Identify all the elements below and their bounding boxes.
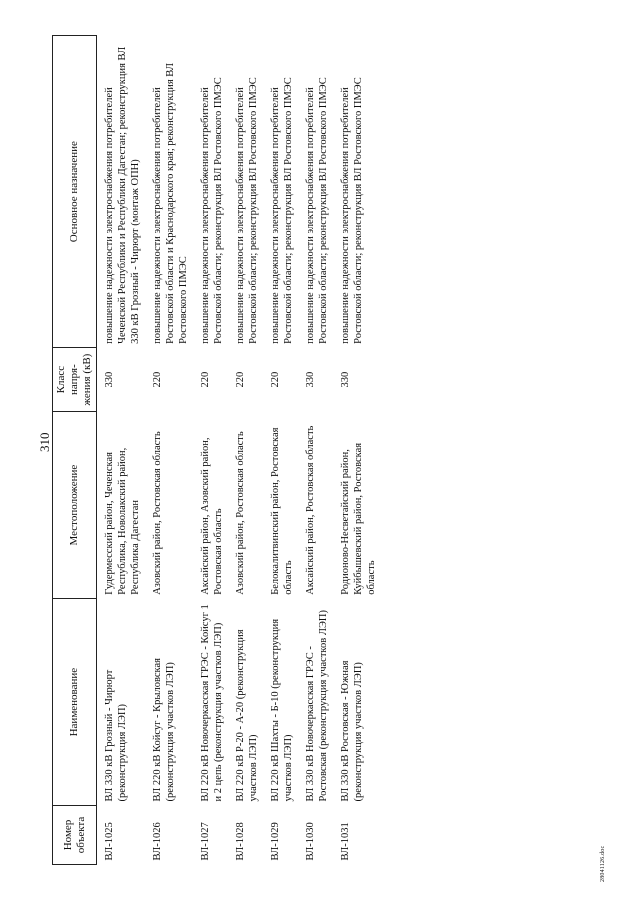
cell-voltage-class: 330 [340,371,351,388]
cell-number: ВЛ-1028 [235,822,246,861]
table-row [145,36,193,865]
cell-name: ВЛ 220 кВ Шахты - Б-10 (реконструкция участков ЛЭП) [270,618,294,802]
cell-number: ВЛ-1029 [270,822,281,861]
table-row [193,36,228,865]
cell-voltage-class: 330 [104,371,115,388]
cell-voltage-class: 220 [152,371,163,388]
cell-location: Родионово-Несветайский район, Куйбышевский район, Ростовская область [340,442,377,595]
table-row [97,36,146,865]
cell-voltage-class: 220 [200,371,211,388]
header-voltage-class: Класс напря-жения (кВ) [53,348,97,412]
cell-location: Аксайский район, Азовский район, Ростовская область [200,437,224,595]
table-row [228,36,263,865]
header-purpose: Основное назначение [53,36,97,348]
cell-location: Белокалитвинский район, Ростовская область [270,427,294,595]
table-header-row [53,36,97,865]
cell-location: Азовский район, Ростовская область [235,431,246,595]
table-row [263,36,298,865]
cell-number: ВЛ-1025 [104,822,115,861]
cell-location: Гудермесский район, Чеченская Республика, Новолакский район, Республика Дагестан [104,447,141,595]
cell-purpose: повышение надежности электроснабжения потребителей Ростовской области и Краснодарского края; реконструкция ВЛ Ростовского ПМЭС [152,62,189,344]
cell-name: ВЛ 220 кВ Новочеркасская ГРЭС - Койсуг 1 и 2 цепь (реконструкция участков ЛЭП) [200,604,224,802]
cell-name: ВЛ 220 кВ Р-20 - А-20 (реконструкция участков ЛЭП) [235,629,259,802]
header-number: Номер объекта [53,805,97,864]
cell-purpose: повышение надежности электроснабжения потребителей Ростовской области; реконструкция ВЛ Ростовского ПМЭС [235,77,259,344]
cell-name: ВЛ 330 кВ Грозный - Чирюрт (реконструкция ЛЭП) [104,669,128,802]
table-row [333,36,381,865]
cell-voltage-class: 330 [305,371,316,388]
footer-document-code: 28041126.doc [600,845,606,882]
cell-number: ВЛ-1031 [340,822,351,861]
rotated-table-container [52,35,590,865]
cell-location: Аксайский район, Ростовская область [305,425,316,595]
cell-name: ВЛ 330 кВ Ростовская - Южная (реконструкция участков ЛЭП) [340,660,364,802]
objects-table [52,35,381,865]
cell-voltage-class: 220 [270,371,281,388]
cell-purpose: повышение надежности электроснабжения потребителей Ростовской области; реконструкция ВЛ Ростовского ПМЭС [340,77,364,344]
cell-number: ВЛ-1030 [305,822,316,861]
header-name: Наименование [53,599,97,806]
cell-purpose: повышение надежности электроснабжения потребителей Ростовской области; реконструкция ВЛ Ростовского ПМЭС [200,77,224,344]
cell-purpose: повышение надежности электроснабжения потребителей Ростовской области; реконструкция ВЛ Ростовского ПМЭС [270,77,294,344]
cell-purpose: повышение надежности электроснабжения потребителей Ростовской области; реконструкция ВЛ Ростовского ПМЭС [305,77,329,344]
cell-name: ВЛ 220 кВ Койсуг - Крыловская (реконструкция участков ЛЭП) [152,658,176,802]
cell-number: ВЛ-1026 [152,822,163,861]
page-number: 310 [37,432,52,452]
cell-name: ВЛ 330 кВ Новочеркасская ГРЭС - Ростовская (реконструкция участков ЛЭП) [305,610,329,802]
table-row [298,36,333,865]
cell-purpose: повышение надежности электроснабжения потребителей Чеченской Республики и Республики Дагестан; реконструкция ВЛ 330 кВ Грозный - Чирюрт (монтаж ОПН) [104,46,141,344]
cell-voltage-class: 220 [235,371,246,388]
header-location: Местоположение [53,411,97,598]
cell-number: ВЛ-1027 [200,822,211,861]
cell-location: Азовский район, Ростовская область [152,431,163,595]
